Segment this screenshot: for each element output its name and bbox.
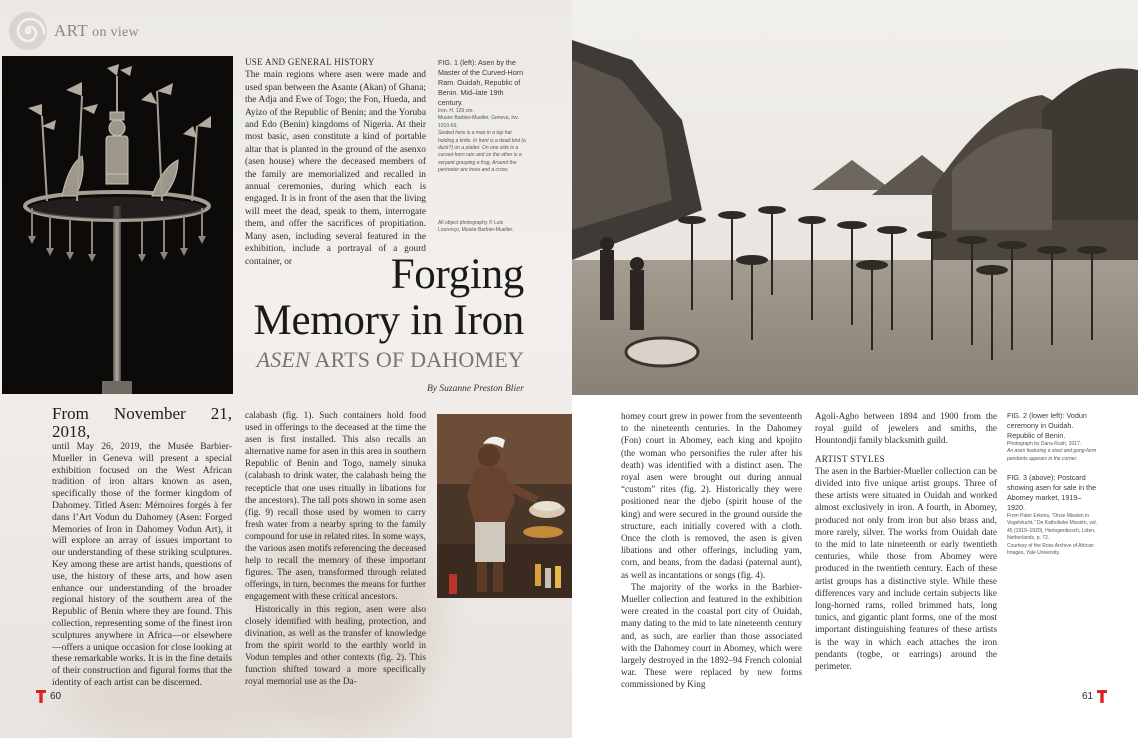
folio-right xyxy=(1082,690,1107,703)
right-a-paragraph-1: homey court grew in power from the seventeenth to the nineteenth centuries. In the Dahomey (Fon) court in Abomey, each king and kpojito (the woman who personifies the ruler after his death) was identified with a distinct asen. The royal asen were brought out during annual “custom” rites (fig. 2). Historically they were positioned near the djebo (spirit house of the king) and were secured in the ground outside the structure, each initially covered with a cloth. Once the cloth is removed, the asen is given libations and other offerings, including yam, corn, and beans, from the dadasi (paternal aunt), as well as incantations or songs (fig. 4). xyxy=(621,411,802,580)
byline-by: By xyxy=(426,384,438,394)
article-title-block xyxy=(238,252,524,373)
right-page xyxy=(572,0,1138,738)
page-number-right: 61 xyxy=(1082,691,1094,702)
fig2-ceremony-photo xyxy=(437,414,572,598)
market-postcard-illustration xyxy=(572,0,1138,395)
right-column-a xyxy=(621,410,802,691)
article-subtitle-em: ASEN xyxy=(256,347,311,372)
right-b-paragraph-2: The asen in the Barbier-Mueller collection can be divided into five unique artist groups. Three of these artists were situated in Ouidah and worked almost exclusively in iron. A fourth, in Abomey, produced not only from iron but also brass and, more rarely, silver. The works from Ouidah date to the mid to late nineteenth or early twentieth centuries, while those from Abomey were produced in the twentieth century. Each of these artist groups has a distinctive style. While these differences vary and include certain subjects like long-horned rams, rolled brimmed hats, long tunics, and gigantic plant forms, one of the most important distinguishing features of these artists is the way in which each attaches the iron pendants (togbe, or earrings) around the perimeter. xyxy=(815,465,997,672)
ceremony-illustration xyxy=(437,414,572,598)
fig3-caption-source: From Pater Erkens, “Onze Missien in Vogelvlucht,” De Katholieke Missién, vol. 45 (1919–1920), Hertogenbosch, Liden, Netherlands, p. 72. xyxy=(1007,513,1098,542)
history-paragraph: The main regions where asen were made and used span between the Asante (Akan) of Ghana; the Adja and Ewe of Togo; the Fon, Hueda, and Ayizo of the Republic of Benin; and the Yoruba and Edo (Benin) kingdoms of Nigeria. At their most basic, asen constitute a kind of portable altar that is planted in the ground of the asenxo (asen house) where the deceased members of the family are memorialized and recalled in annual ceremonies, during which each is engaged. It is in front of the asen that the living will meet the dead, speak to them, interrogate them, and offer the sacrifices of propitiation. Many asen, including several featured in the exhibition, include a portrayal of a gourd container, or xyxy=(245,70,426,267)
lead-column xyxy=(52,405,232,689)
fig1-caption-lead: FIG. 1 (left): Asen by the Master of the Curved-Horn Ram. Ouidah, Republic of Benin. Mid–late 19th century. xyxy=(438,58,524,107)
fig1-caption-material: Iron. H. 129 cm. xyxy=(438,108,474,114)
magazine-logo-icon xyxy=(1097,690,1107,703)
article-title-line2: Memory in Iron xyxy=(253,297,524,344)
fig2-caption-credit: Photograph by Dana Rush, 2017. xyxy=(1007,441,1082,447)
middle-paragraph-2: Historically in this region, asen were also closely identified with healing, protection, and divination, as well as the transfer of knowledge from the spirit world to the earthly world in Vodun temples and other contexts (fig. 2). This function shifted toward a more specifically royal memorial use as the Da- xyxy=(245,604,426,688)
section-label-main: ART xyxy=(54,21,88,40)
fig3-caption-courtesy: Courtesy of the Ross Archive of African Images, Yale University. xyxy=(1007,542,1094,557)
fig3-caption xyxy=(1007,473,1099,557)
article-title-line1: Forging xyxy=(390,251,524,298)
fig3-market-photo xyxy=(572,0,1138,395)
fig1-caption xyxy=(438,58,528,175)
history-heading: USE AND GENERAL HISTORY xyxy=(245,57,375,67)
fig1-caption-description: Seated here is a man in a top hat holding a knife. In front is a dead bird (a duck?) on a platter. On one side is a curved-horn ram and on the other is a serpent grasping a frog. Around the perimeter are trees and a cross. xyxy=(438,130,526,174)
photo-credit-text: All object photography © Luis Lourenço, Musée Barbier-Mueller. xyxy=(438,220,514,234)
fig2-caption-description: An asen featuring a stool and gong-form pendants appears in the corner. xyxy=(1007,448,1097,462)
fig1-caption-collection: Musée Barbier-Mueller, Geneva, inv. 1010-69. xyxy=(438,115,519,129)
right-column-b xyxy=(815,410,997,672)
section-header xyxy=(8,8,139,54)
magazine-logo-icon xyxy=(36,690,46,703)
middle-paragraph-1: calabash (fig. 1). Such containers hold food used in offerings to the deceased at the time the asen is first installed. This also recalls an alternative name for asen in this area in southern Republic of Benin and Togo, namely sinuka (calabash to drink water, the calabash being the recepticle that one uses ritually in libations for the ancestors). The tall pots shown in some asen (fig. 9) recall those used by women to carry fresh water from a nearby spring to the family compound for use in related rites. In some ways, the various asen motifs referencing the deceased help to recall the memory of these important figures. The asen, transformed through related offerings, in turn, becomes the means for further engagement with these critical ancestors. xyxy=(245,411,426,603)
article-subtitle-rest: ARTS OF DAHOMEY xyxy=(310,347,524,372)
fig2-caption xyxy=(1007,411,1099,463)
fig3-caption-lead: FIG. 3 (above): Postcard showing asen for sale in the Abomey market, 1919–1920. xyxy=(1007,473,1097,512)
middle-column xyxy=(245,410,426,688)
folio-left xyxy=(36,690,61,703)
artist-styles-heading: ARTIST STYLES xyxy=(815,453,885,464)
fig2-caption-lead: FIG. 2 (lower left): Vodun ceremony in Ouidah. Republic of Benin. xyxy=(1007,411,1087,440)
right-b-paragraph-1: Agoli-Agbo between 1894 and 1900 from the royal guild of jewelers and smiths, the Hountondji family blacksmith guild. xyxy=(815,411,997,446)
asen-sculpture-illustration xyxy=(2,56,233,394)
section-label xyxy=(54,21,139,41)
lead-dateline: From November 21, 2018, xyxy=(52,404,232,441)
byline-author: Suzanne Preston Blier xyxy=(439,384,524,394)
page-number-left: 60 xyxy=(50,691,62,702)
lead-paragraph: until May 26, 2019, the Musée Barbier-Mueller in Geneva will present a special exhibition focused on the West African tradition of iron altars known as asen, specifically those of the former kingdom of Dahomey. Titled Asen: Mémoires forgés à fer dans l’Art Vodun du Dahomey (Asen: Forged Memories of Iron in Dahomey Vodun Art), it will explore an array of issues important to our understanding of these striking sculptures. Key among these are artist hands, questions of use, the history of these arts, and how asen enhance our understanding of the broader regional history of the southern area of the Republic of Benin where they are found. This collection, representing some of the finest iron sculptures anywhere in Africa—or elsewhere—offers a unique occasion for close looking at these remarkable works. It is in the fine details of their construction and figural forms that the identity of each artist can be discerned. xyxy=(52,441,232,688)
spiral-logo-icon xyxy=(8,11,48,51)
fig1-asen-photo xyxy=(2,56,233,394)
right-a-paragraph-2: The majority of the works in the Barbier-Mueller collection and featured in the exhibition were created in the coastal port city of Ouidah, many dating to the mid to late nineteenth century and, as such, are earlier than those associated with the Dahomey court in Abomey, which were largely destroyed in the 1892–94 French colonial war. These were replaced by new forms commissioned by King xyxy=(621,581,802,690)
section-label-small: on view xyxy=(92,25,139,40)
byline xyxy=(380,384,524,394)
photo-credit xyxy=(438,220,520,235)
history-column xyxy=(245,56,426,268)
article-subtitle xyxy=(238,347,524,373)
